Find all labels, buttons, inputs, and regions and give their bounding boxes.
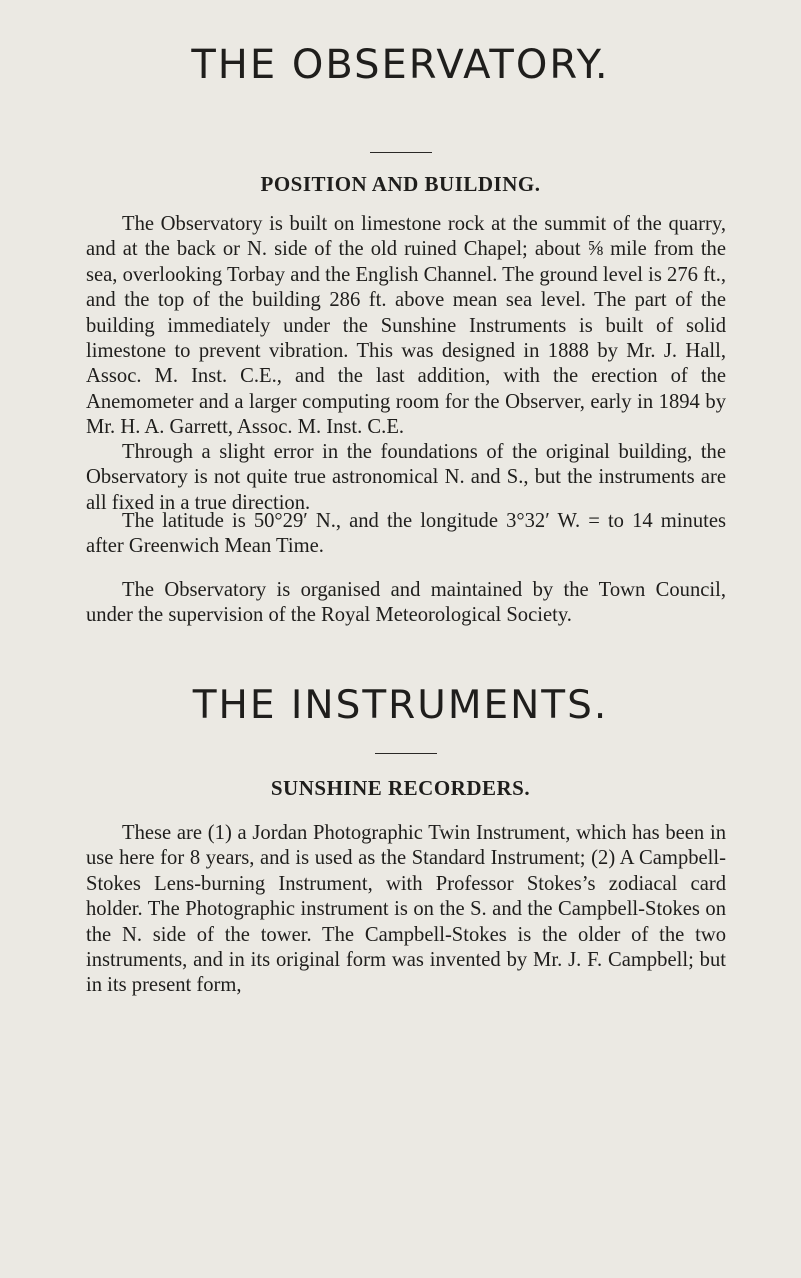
paragraph-organisation: The Observatory is organised and maintained by the Town Council, under the supervision of the Royal Meteorological Society. bbox=[86, 579, 726, 627]
paragraph-foundations: Through a slight error in the foundations of the original building, the Observatory is not quite true astronomical N. and S., but the instruments are all fixed in a true direction. bbox=[86, 441, 726, 514]
section-title-observatory: THE OBSERVATORY. bbox=[191, 42, 610, 88]
title-divider bbox=[370, 152, 432, 153]
paragraph-latitude: The latitude is 50°29′ N., and the longitude 3°32′ W. = to 14 minutes after Greenwich Mean Time. bbox=[86, 510, 726, 558]
paragraph-position: The Observatory is built on limestone rock at the summit of the quarry, and at the back or N. side of the old ruined Chapel; about ⅝ mile from the sea, overlooking Torbay and the English Channel. The ground level is 276 ft., and the top of the building 286 ft. above mean sea level. The part of the building immediately under the Sunshine Instruments is built of solid limestone to prevent vibration. This was designed in 1888 by Mr. J. Hall, Assoc. M. Inst. C.E., and the last addition, with the erection of the Anemometer and a larger computing room for the Observer, early in 1894 by Mr. H. A. Garrett, Assoc. M. Inst. C.E. bbox=[86, 213, 726, 439]
paragraph-sunshine-recorders: These are (1) a Jordan Photographic Twin Instrument, which has been in use here for 8 years, and is used as the Standard Instrument; (2) A Campbell-Stokes Lens-burning Instrument, with Professor Stokes’s zodiacal card holder. The Photographic instrument is on the S. and the Campbell-Stokes on the N. side of the tower. The Campbell-Stokes is the older of the two instruments, and in its original form was invented by Mr. J. F. Campbell; but in its present form, bbox=[86, 822, 726, 997]
subheading-sunshine-recorders: SUNSHINE RECORDERS. bbox=[270, 776, 531, 800]
title-divider bbox=[375, 753, 437, 754]
subheading-position-building: POSITION AND BUILDING. bbox=[260, 172, 541, 196]
section-title-instruments: THE INSTRUMENTS. bbox=[192, 683, 609, 728]
